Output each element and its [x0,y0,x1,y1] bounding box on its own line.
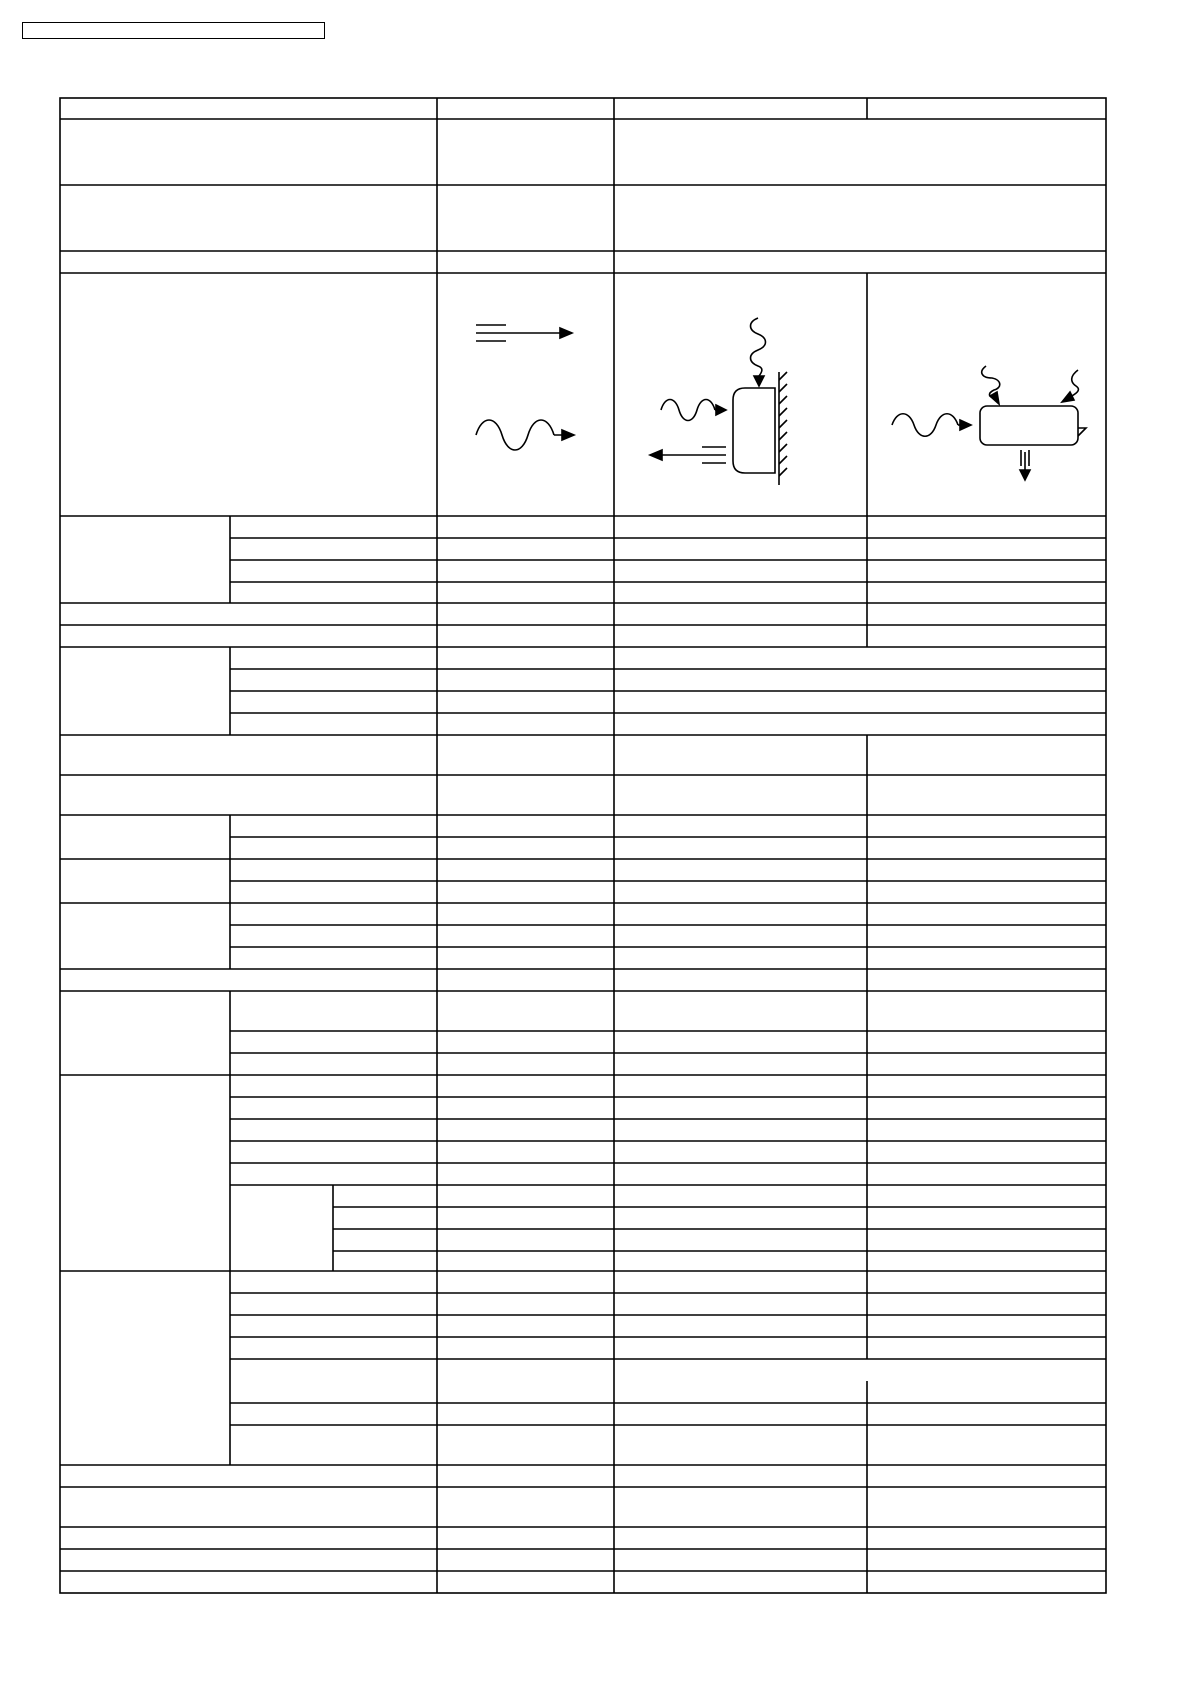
lightning-wave-icon [751,318,766,386]
arrow-down-icon [1020,450,1030,480]
table-grid [60,98,1106,1593]
unit-box-icon [733,388,775,473]
table-border [60,98,1106,1593]
absorption-diagram [892,366,1086,480]
lightning-wave-icon [982,366,1079,404]
table-column-lines [230,98,867,1593]
hatched-wall-icon [779,372,787,485]
arrow-right-icon [476,325,572,341]
table-subrow-lines [230,538,1106,1425]
unit-box-icon [980,406,1086,445]
sine-wave-icon [476,420,574,450]
arrow-left-icon [650,447,726,463]
table-row-lines [60,119,1106,1571]
sine-wave-icon [892,414,971,437]
table-nested-row-lines [333,1207,1106,1251]
sine-wave-icon [661,400,726,421]
direct-transmission-diagram [476,325,574,450]
wall-reflection-diagram [650,318,787,485]
